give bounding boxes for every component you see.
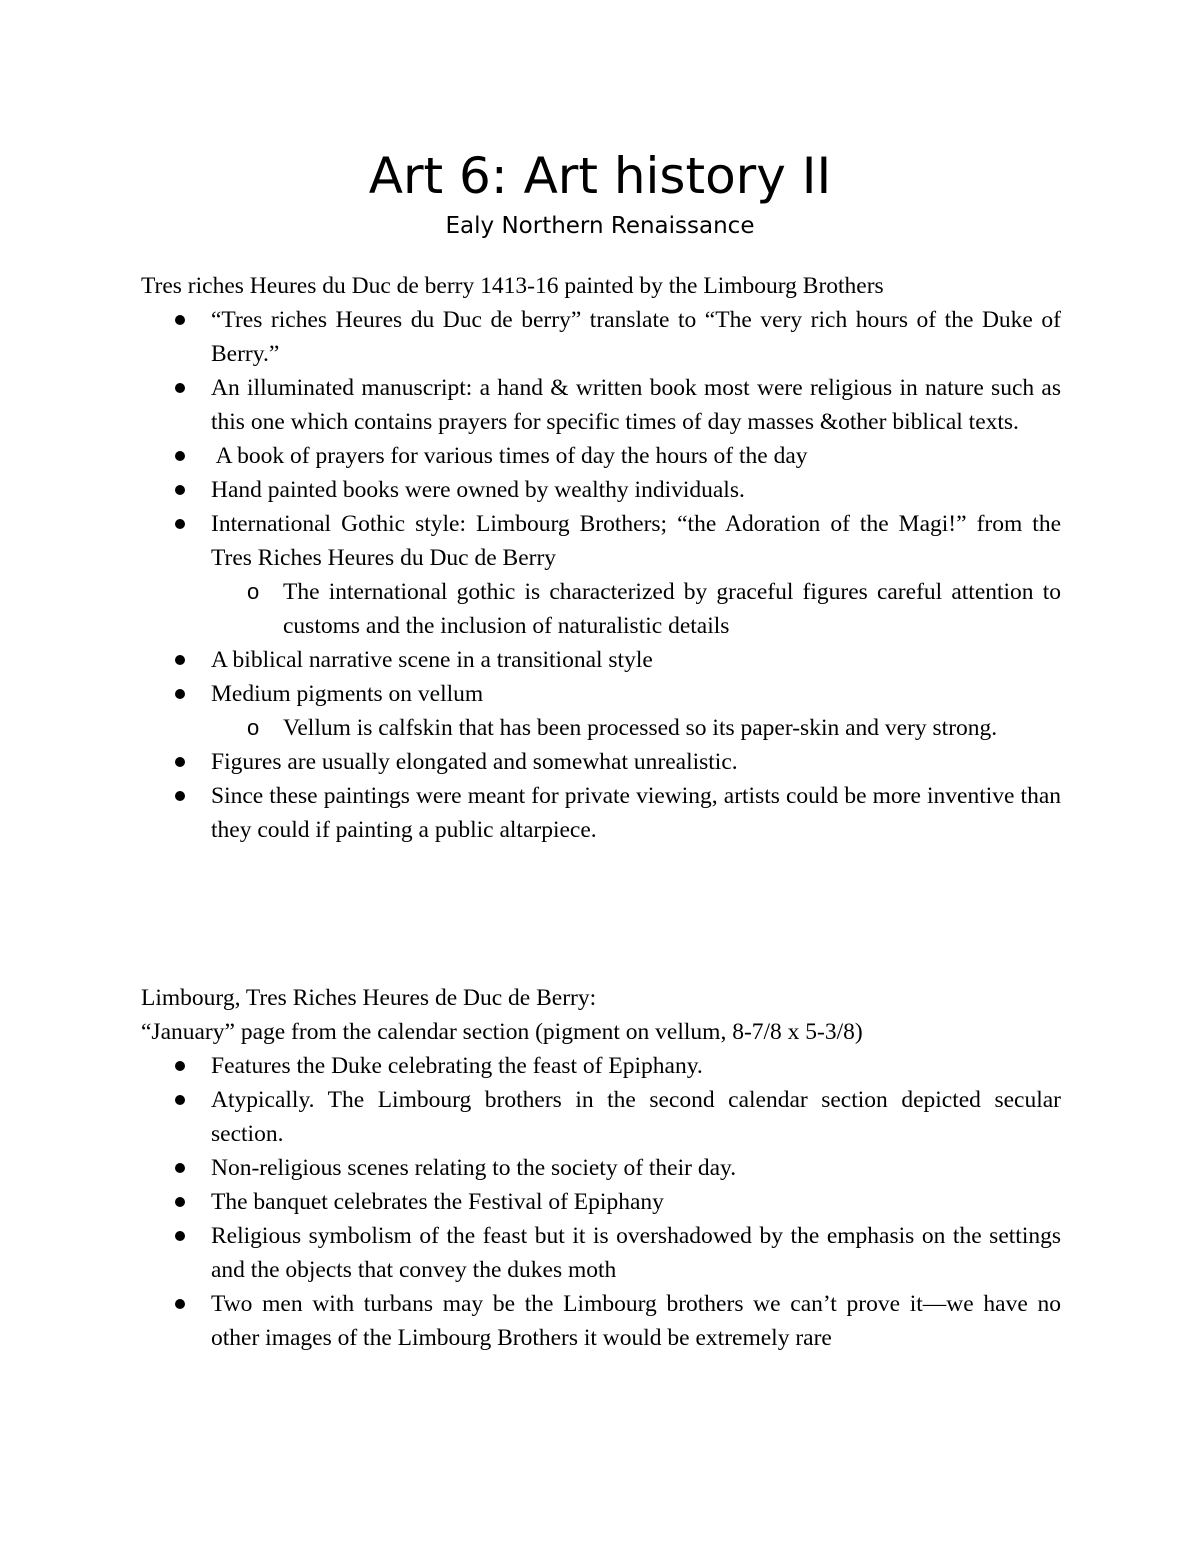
bullet-icon [175,791,185,801]
bullet-icon [175,1231,185,1241]
list-item-text: Atypically. The Limbourg brothers in the second calendar section depicted secular section. [211,1087,1061,1147]
list-item-text: A book of prayers for various times of day the hours of the day [211,443,808,469]
list-item-text: Hand painted books were owned by wealthy individuals. [211,477,745,503]
list-item-text: An illuminated manuscript: a hand & written book most were religious in nature such as this one which contains prayers for specific times of day masses &other biblical texts. [211,375,1061,435]
list-item-text: Features the Duke celebrating the feast of Epiphany. [211,1053,703,1079]
bullet-icon [175,485,185,495]
bullet-icon [175,1163,185,1173]
sub-list-item [211,711,1061,745]
sub-bullet-list [211,711,1061,745]
list-item [141,439,1061,473]
list-item [141,371,1061,439]
bullet-icon [175,655,185,665]
section-subheading: “January” page from the calendar section (pigment on vellum, 8-7/8 x 5-3/8) [141,1019,863,1045]
bullet-icon [175,519,185,529]
list-item [141,1185,1061,1219]
bullet-list [141,303,1061,847]
list-item-text: International Gothic style: Limbourg Brothers; “the Adoration of the Magi!” from the Tres Riches Heures du Duc de Berry [211,511,1061,571]
list-item [141,303,1061,371]
list-item-text: Since these paintings were meant for private viewing, artists could be more inventive than they could if painting a public altarpiece. [211,783,1061,843]
list-item [141,1151,1061,1185]
hollow-bullet-icon: o [247,715,260,740]
bullet-icon [175,1299,185,1309]
list-item [141,507,1061,643]
sub-bullet-list [211,575,1061,643]
list-item-text: Medium pigments on vellum [211,681,484,707]
bullet-icon [175,451,185,461]
list-item [141,677,1061,745]
list-item [141,779,1061,847]
list-item [141,643,1061,677]
section-heading: Limbourg, Tres Riches Heures de Duc de Berry: [141,985,597,1011]
list-item-text: A biblical narrative scene in a transitional style [211,647,653,673]
bullet-list [141,1049,1061,1355]
list-item [141,1049,1061,1083]
section-january-page [141,981,1061,1355]
list-item [141,745,1061,779]
section-heading: Tres riches Heures du Duc de berry 1413-16 painted by the Limbourg Brothers [141,273,884,299]
sub-list-item [211,575,1061,643]
page-subtitle: Ealy Northern Renaissance [445,213,755,239]
section-tres-riches [141,269,1061,847]
list-item-text: Religious symbolism of the feast but it is overshadowed by the emphasis on the settings and the objects that convey the dukes moth [211,1223,1061,1283]
list-item [141,473,1061,507]
list-item-text: Two men with turbans may be the Limbourg brothers we can’t prove it—we have no other images of the Limbourg Brothers it would be extremely rare [211,1291,1061,1351]
bullet-icon [175,1095,185,1105]
list-item-text: The banquet celebrates the Festival of Epiphany [211,1189,664,1215]
sub-list-item-text: Vellum is calfskin that has been processed so its paper-skin and very strong. [283,715,998,741]
list-item-text: Non-religious scenes relating to the society of their day. [211,1155,737,1181]
bullet-icon [175,315,185,325]
hollow-bullet-icon: o [247,579,260,604]
bullet-icon [175,1197,185,1207]
bullet-icon [175,689,185,699]
bullet-icon [175,1061,185,1071]
page-title: Art 6: Art history II [368,147,832,205]
list-item-text: Figures are usually elongated and somewhat unrealistic. [211,749,738,775]
bullet-icon [175,757,185,767]
sub-list-item-text: The international gothic is characterized by graceful figures careful attention to customs and the inclusion of naturalistic details [283,579,1061,639]
bullet-icon [175,383,185,393]
list-item [141,1083,1061,1151]
list-item-text: “Tres riches Heures du Duc de berry” translate to “The very rich hours of the Duke of Berry.” [211,307,1061,367]
list-item [141,1219,1061,1287]
list-item [141,1287,1061,1355]
